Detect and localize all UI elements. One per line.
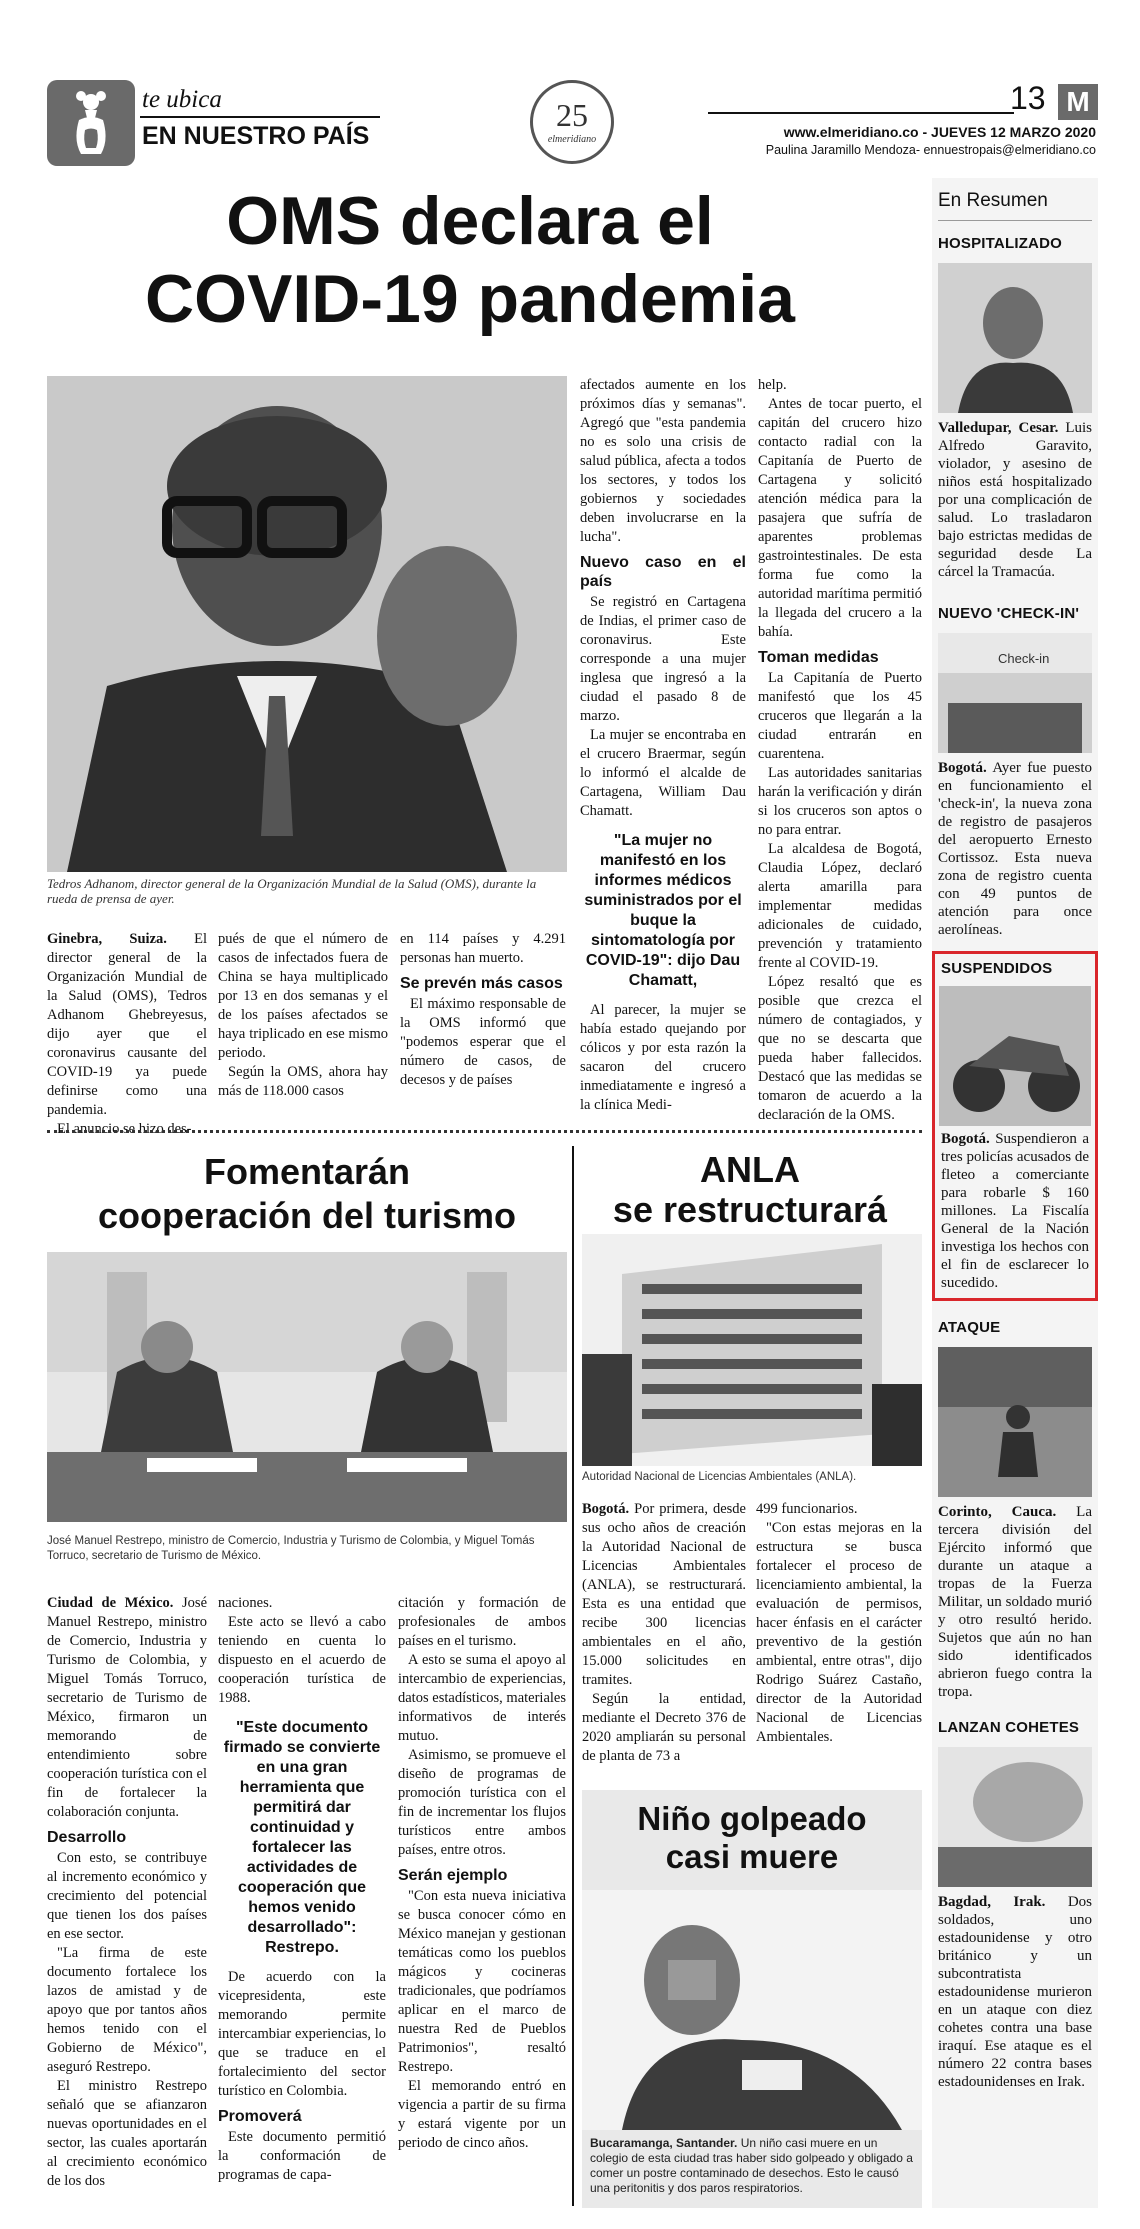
checkin-sign: Check-in <box>998 651 1050 666</box>
lead-pull-quote: "La mujer no manifestó en los informes médicos suministrados por el buque la sintomatología por COVID-19": dijo Dau Chamatt, <box>584 832 742 989</box>
child-text: Un niño casi muere en un colegio de esta ciudad tras haber sido golpeado y obligado a comer un postre contaminado de desechos. Esto le causó una peritonitis y dos paros respiratorios. <box>590 2136 913 2195</box>
brief-label: HOSPITALIZADO <box>938 235 1062 252</box>
tourism-col-1 <box>47 1594 207 2191</box>
tourism-col3d-text: "Con esta nueva iniciativa se busca conocer cómo en México manejan y gestionan temáticas como los pueblos mágicos y cocineras tradicionales, que podríamos aplicar en el marco de nuestra Red de Pueblos Patrimonios", resaltó Restrepo. <box>398 1888 566 2075</box>
sidebar <box>932 178 1098 2208</box>
tourism-headline-line1: Fomentarán <box>203 1151 411 1192</box>
lead-col2a-text: pués de que el número de casos de infectados fuera de China se haya multiplicado por 13 en dos semanas y el de los países afectados se haya triplicado en ese mismo periodo. <box>218 931 388 1061</box>
brief-body: La tercera división del Ejército informó que durante un ataque a tropas de la Fuerza Militar, un soldado murió y otro resultó herido. Sujetos que aún no han sido identificados abrieron fuego contra la tropa. <box>938 1504 1092 1700</box>
badge-text: elmeridiano <box>547 134 597 145</box>
tourism-col3a-text: citación y formación de profesionales de ambos países en el turismo. <box>398 1595 566 1649</box>
column-divider <box>572 1146 574 2206</box>
tourism-photo <box>47 1252 567 1522</box>
masthead-rule <box>708 112 1014 114</box>
page-number: 13 <box>1010 80 1046 116</box>
child-photo <box>582 1890 922 2130</box>
newspaper-logo: M <box>1058 84 1098 120</box>
brief-hospitalizado <box>932 221 1098 581</box>
brief-label: LANZAN COHETES <box>938 1719 1080 1736</box>
section-divider <box>140 116 380 118</box>
brief-label: SUSPENDIDOS <box>941 960 1053 977</box>
brief-ataque <box>932 1313 1098 1701</box>
brief-cohetes <box>932 1713 1098 2091</box>
lead-col4d-text: Al parecer, la mujer se había estado quejando por cólicos y por esta razón la sacaron del crucero inmediatamente e ingresó a la clínica Medi- <box>580 1002 746 1113</box>
lead-col-5 <box>758 376 922 1125</box>
tourism-subhead-development: Desarrollo <box>47 1829 127 1846</box>
section-icon <box>47 80 135 166</box>
section-separator <box>47 1130 922 1133</box>
anla-headline-line1: ANLA <box>700 1149 800 1190</box>
lead-col5a-text: help. <box>758 377 787 393</box>
child-story-box <box>582 1790 922 2208</box>
anla-photo <box>582 1234 922 1466</box>
editor-credit: Paulina Jaramillo Mendoza- ennuestropais@elmeridiano.co <box>765 143 1096 157</box>
dateline: www.elmeridiano.co - JUEVES 12 MARZO 2020 <box>783 124 1096 140</box>
anla-col1b-text: Según la entidad, mediante el Decreto 376 de 2020 ampliarán su personal de planta de 73 a <box>582 1691 746 1764</box>
anla-col2a-text: 499 funcionarios. <box>756 1501 858 1517</box>
section-name: EN NUESTRO PAÍS <box>142 122 370 150</box>
tourism-col1b-text: Con esto, se contribuye al incremento económico y crecimiento del potencial que tienen los dos países en ese sector. <box>47 1850 207 1942</box>
lead-col1-text: El director general de la Organización Mundial de la Salud (OMS), Tedros Adhanom Ghebreyesus, dijo ayer que el coronavirus causante del COVID-19 ya puede definirse como una pandemia. <box>47 931 208 1118</box>
lead-headline-line1: OMS declara el <box>226 183 714 259</box>
lead-col4a-text: afectados aumente en los próximos días y semanas". Agregó que "esta pandemia no es solo una crisis de salud pública, afecta a todos los sectores, y todos los gobiernos y sociedades deben involucrarse en la lucha". <box>580 377 746 545</box>
brief-body: Suspendieron a tres policías acusados de fleteo a comerciante para robarle $ 160 millones. La Fiscalía General de la Nación investiga los hechos con el fin de esclarecer lo sucedido. <box>941 1131 1089 1291</box>
tourism-col1-text: José Manuel Restrepo, ministro de Comercio, Industria y Turismo de Colombia, y Miguel Tomás Torruco, secretario de Turismo de México, firmaron un memorando de entendimiento sobre cooperación turística con el fin de fortalecer la colaboración conjunta. <box>47 1595 208 1820</box>
anla-photo-caption: Autoridad Nacional de Licencias Ambientales (ANLA). <box>582 1471 857 1483</box>
anla-headline-line2: se restructurará <box>612 1189 888 1230</box>
brief-photo <box>938 1347 1092 1497</box>
brief-body: Ayer fue puesto en funcionamiento el 'check-in', la nueva zona de registro de pasajeros del aeropuerto Ernesto Cortissoz. Esta nueva zona de registro cuenta con 49 puntos de atención para once aerolíneas. <box>938 760 1092 938</box>
lead-col2b-text: Según la OMS, ahora hay más de 118.000 casos <box>218 1064 388 1099</box>
tourism-col3b-text: A esto se suma el apoyo al intercambio de experiencias, datos estadísticos, materiales informativos de interés mutuo. <box>398 1652 566 1744</box>
lead-col5f-text: López resaltó que es posible que crezca el número de contagiados, y que no se descarta que pueda haber fallecidos. Destacó que las medidas se tomaron de acuerdo a la declaración de la OMS. <box>758 974 922 1123</box>
tourism-subhead-example: Serán ejemplo <box>398 1867 508 1884</box>
child-story-text <box>590 2136 914 2196</box>
child-dateline: Bucaramanga, Santander. <box>590 2136 738 2150</box>
brief-text <box>932 759 1098 939</box>
brief-suspendidos <box>932 951 1098 1301</box>
anla-col-1 <box>582 1500 746 1766</box>
lead-col-3 <box>400 930 566 1090</box>
tourism-headline <box>47 1150 567 1238</box>
tourism-subhead-promote: Promoverá <box>218 2108 302 2125</box>
anla-col1-text: Por primera, desde sus ocho años de creación la Autoridad Nacional de Licencias Ambientales (ANLA), se restructurará. Esta es una entidad que recibe 300 licencias ambientales en el año, 15.000 solicitudes en tramites. <box>582 1501 746 1688</box>
brief-label: ATAQUE <box>938 1319 1001 1336</box>
lead-col5b-text: Antes de tocar puerto, el capitán del crucero hizo contacto radial con la Capitanía de Puerto de Cartagena y solicitó atención médica para la pasajera que sufría de aparentes problemas gastrointestinales. De esta forma fue como la autoridad marítima permitió la llegada del crucero a la bahía. <box>758 396 922 640</box>
lead-col5d-text: Las autoridades sanitarias harán la verificación y dirán si los cruceros son aptos o no para entrar. <box>758 765 922 838</box>
brief-text <box>932 1893 1098 2091</box>
tourism-col3e-text: El memorando entró en vigencia a partir de su firma y estará vigente por un periodo de cinco años. <box>398 2078 566 2151</box>
brief-dateline: Valledupar, Cesar. <box>938 420 1059 436</box>
brief-body: Dos soldados, uno estadounidense y otro británico y un subcontratista estadounidense murieron en un ataque con diez cohetes contra una base iraquí. Ese ataque es el número 22 contra bases estadounidenses en Irak. <box>938 1894 1093 2090</box>
lead-photo-caption: Tedros Adhanom, director general de la Organización Mundial de la Salud (OMS), durante la rueda de prensa de ayer. <box>47 876 537 906</box>
anniversary-badge <box>530 80 614 164</box>
child-headline <box>582 1800 922 1876</box>
brief-body: Luis Alfredo Garavito, violador, y asesino de niños está hospitalizado por una complicación de salud. Lo trasladaron bajo estrictas medidas de seguridad desde La cárcel la Tramacúa. <box>938 420 1092 580</box>
section-name-top: te ubica <box>142 86 222 113</box>
lead-col3b-text: El máximo responsable de la OMS informó que "podemos esperar que el número de casos, de decesos y de países <box>400 996 566 1088</box>
tourism-col-2 <box>218 1594 386 2185</box>
brief-text <box>932 1503 1098 1701</box>
child-headline-line2: casi muere <box>665 1838 839 1875</box>
brief-photo <box>938 1747 1092 1887</box>
anla-headline <box>580 1150 920 1230</box>
tourism-col2a-text: naciones. <box>218 1595 273 1611</box>
brief-dateline: Bagdad, Irak. <box>938 1894 1046 1910</box>
tourism-col1d-text: El ministro Restrepo señaló que se afianzaron nuevas oportunidades en el sector, las cuales aportarán al crecimiento económico de los dos <box>47 2078 207 2189</box>
brief-checkin <box>932 599 1098 939</box>
tourism-col2b-text: Este acto se llevó a cabo teniendo en cuenta lo dispuesto en el acuerdo de cooperación turística de 1988. <box>218 1614 386 1706</box>
sidebar-title: En Resumen <box>938 190 1048 211</box>
brief-photo <box>939 986 1091 1126</box>
lead-col5e-text: La alcaldesa de Bogotá, Claudia López, declaró alerta amarilla para implementar medidas adicionales de cuidado, prevención y tratamiento frente al COVID-19. <box>758 841 922 971</box>
lead-col4c-text: La mujer se encontraba en el crucero Braermar, según lo informó el alcalde de Cartagena, William Dau Chamatt. <box>580 727 746 819</box>
tourism-photo-caption: José Manuel Restrepo, ministro de Comercio, Industria y Turismo de Colombia, y Miguel Tomás Torruco, secretario de Turismo de México. <box>47 1535 535 1562</box>
lead-headline <box>40 182 900 338</box>
child-headline-line1: Niño golpeado <box>637 1800 867 1837</box>
lead-col5c-text: La Capitanía de Puerto manifestó que los 45 cruceros que llegarán a la ciudad entrarán en cuarentena. <box>758 670 922 762</box>
brief-text <box>932 419 1098 581</box>
lead-dateline: Ginebra, Suiza. <box>47 931 167 947</box>
lead-col-1 <box>47 930 207 1139</box>
lead-col-4 <box>580 376 746 1115</box>
brief-text <box>935 1130 1095 1298</box>
brief-dateline: Bogotá. <box>941 1131 990 1147</box>
lead-subhead-newcase: Nuevo caso en el país <box>580 554 746 590</box>
lead-headline-line2: COVID-19 pandemia <box>145 261 795 337</box>
anla-col2b-text: "Con estas mejoras en la estructura se busca fortalecer el proceso de licenciamiento ambiental, la evaluación de permisos, hacer énfasis en el carácter preventivo de la gestión ambiental, entre otras", dijo Rodrigo Suárez Castaño, director de la Autoridad Nacional de Licencias Ambientales. <box>756 1520 922 1745</box>
lead-col-2 <box>218 930 388 1101</box>
tourism-col-3 <box>398 1594 566 2153</box>
tourism-pull-quote: "Este documento firmado se convierte en una gran herramienta que permitirá dar continuidad y fortalecer las actividades de cooperación que hemos venido desarrollado": Restrepo. <box>223 1719 381 1956</box>
brief-photo <box>938 633 1092 753</box>
anla-dateline: Bogotá. <box>582 1501 630 1517</box>
badge-number: 25 <box>556 97 588 133</box>
tourism-col2c-text: De acuerdo con la vicepresidenta, este memorando permite intercambiar experiencias, lo que se traduce en el fortalecimiento del sector turístico en Colombia. <box>218 1969 386 2099</box>
lead-col4b-text: Se registró en Cartagena de Indias, el primer caso de coronavirus. Este corresponde a una mujer inglesa que ingresó a la ciudad el pasado 8 de marzo. <box>580 594 746 724</box>
lead-subhead-cases: Se prevén más casos <box>400 975 563 992</box>
lead-col1b-text: El anuncio se hizo des- <box>57 1121 192 1137</box>
brief-dateline: Corinto, Cauca. <box>938 1504 1057 1520</box>
brief-dateline: Bogotá. <box>938 760 987 776</box>
tourism-col1c-text: "La firma de este documento fortalece los lazos de amistad y de apoyo que por tantos años hemos tenido con el Gobierno de México", aseguró Restrepo. <box>47 1945 207 2075</box>
lead-col3a-text: en 114 países y 4.291 personas han muerto. <box>400 931 566 966</box>
tourism-headline-line2: cooperación del turismo <box>97 1195 517 1236</box>
tourism-col3c-text: Asimismo, se promueve el diseño de programas de promoción turística con el fin de incrementar los flujos turísticos entre ambos países, entre otros. <box>398 1747 566 1858</box>
tourism-dateline: Ciudad de México. <box>47 1595 174 1611</box>
tourism-col2d-text: Este documento permitió la conformación de programas de capa- <box>218 2129 386 2183</box>
lead-subhead-measures: Toman medidas <box>758 649 879 666</box>
anla-col-2 <box>756 1500 922 1747</box>
brief-label: NUEVO 'CHECK-IN' <box>938 605 1080 622</box>
lead-photo <box>47 376 567 872</box>
brief-photo <box>938 263 1092 413</box>
